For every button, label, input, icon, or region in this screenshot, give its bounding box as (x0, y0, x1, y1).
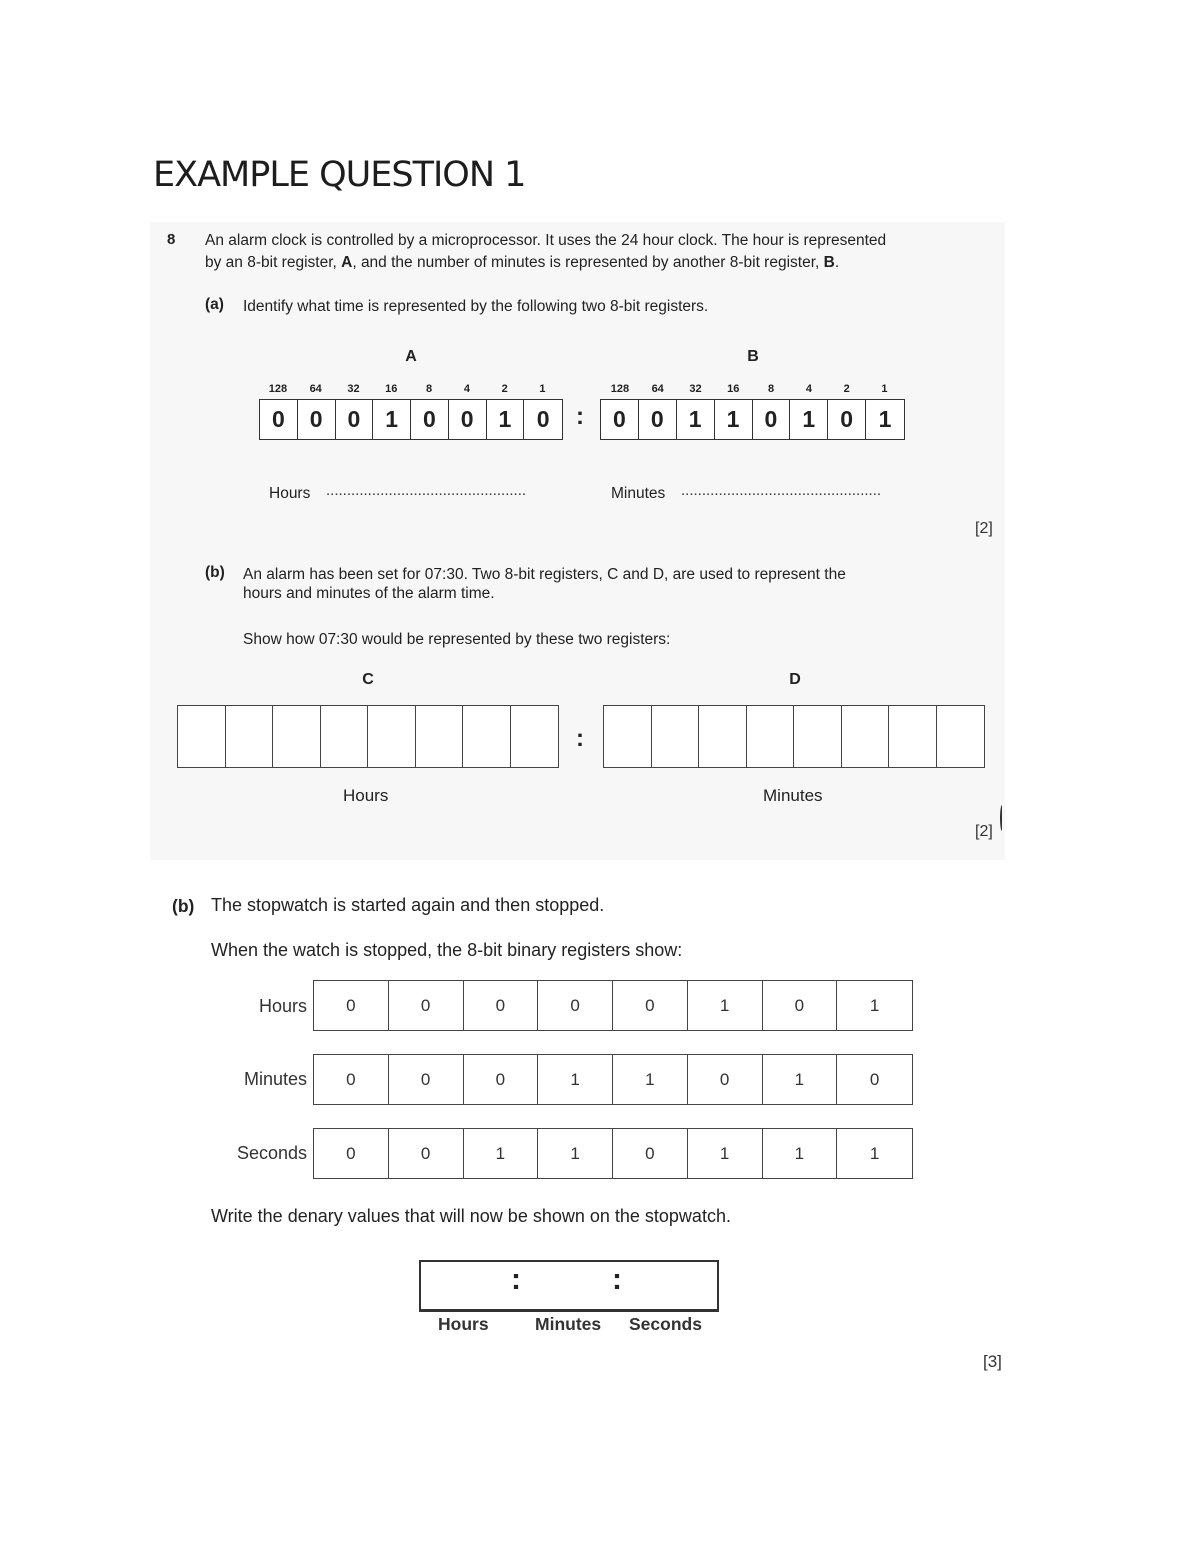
bit-input-cell[interactable] (889, 706, 937, 767)
bit-cell: 0 (464, 981, 539, 1030)
bit-input-cell[interactable] (273, 706, 321, 767)
register-a-weights (259, 383, 561, 395)
bit-cell: 0 (298, 400, 336, 439)
weight-label: 64 (309, 383, 322, 395)
stopwatch-instruction: Write the denary values that will now be shown on the stopwatch. (211, 1206, 731, 1226)
page-title: EXAMPLE QUESTION 1 (153, 155, 526, 195)
weight-label: 4 (463, 383, 470, 395)
denary-answer-box[interactable] (419, 1260, 719, 1312)
bit-cell: 0 (314, 981, 389, 1030)
bit-cell: 0 (869, 1069, 880, 1089)
bit-cell: 0 (449, 400, 487, 439)
bit-cell: 0 (828, 400, 866, 439)
part-a-label: (a) (205, 296, 224, 313)
bit-input-cell[interactable] (652, 706, 700, 767)
stopwatch-seconds-register (313, 1128, 913, 1179)
scan-edge-mark (1000, 805, 1004, 831)
bit-cell: 1 (677, 400, 715, 439)
bit-input-cell[interactable] (604, 706, 652, 767)
stopwatch-minutes-register (313, 1054, 913, 1105)
hours-answer-label: Hours (269, 485, 311, 502)
register-separator-colon: : (576, 725, 584, 752)
answer-label-hours: Hours (438, 1314, 489, 1334)
weight-label: 16 (727, 383, 740, 395)
question-number: 8 (167, 231, 176, 248)
register-d-caption: Minutes (763, 786, 823, 805)
weight-label: 8 (768, 383, 775, 395)
question-text-line2: by an 8-bit register, A, and the number of minutes is represented by another 8-bit register, B. (205, 254, 840, 271)
stopwatch-text: The stopwatch is started again and then stopped. (211, 895, 605, 915)
bit-cell: 0 (601, 400, 639, 439)
bit-cell: 1 (688, 981, 763, 1030)
bit-cell: 1 (763, 1129, 838, 1178)
register-c-name: C (362, 671, 374, 688)
bit-cell: 0 (314, 1129, 389, 1178)
bit-cell: 0 (336, 400, 374, 439)
answer-colon: : (511, 1263, 521, 1296)
weight-label: 128 (268, 383, 288, 395)
register-separator-colon: : (576, 403, 584, 430)
bit-cell: 0 (389, 981, 464, 1030)
bit-cell: 1 (613, 1055, 688, 1104)
answer-label-seconds: Seconds (629, 1314, 702, 1334)
stopwatch-row-label: Seconds (236, 1143, 307, 1163)
bit-input-cell[interactable] (937, 706, 985, 767)
part-b-instruction: Show how 07:30 would be represented by these two registers: (243, 631, 671, 648)
bit-cell: 0 (688, 1055, 763, 1104)
bit-cell: 1 (763, 1055, 838, 1104)
part-a-text: Identify what time is represented by the following two 8-bit registers. (243, 298, 709, 315)
bit-cell: 1 (878, 406, 892, 432)
weight-label: 1 (881, 383, 888, 395)
weight-label: 128 (610, 383, 630, 395)
bit-cell: 1 (869, 1143, 880, 1163)
bit-cell: 0 (536, 406, 550, 432)
part-b-text-line2: hours and minutes of the alarm time. (243, 585, 495, 602)
bit-input-cell[interactable] (699, 706, 747, 767)
bit-cell: 0 (613, 981, 688, 1030)
register-c-caption: Hours (343, 786, 389, 805)
marks-part-a: [2] (975, 520, 993, 537)
bit-input-cell[interactable] (794, 706, 842, 767)
bit-cell: 1 (464, 1129, 539, 1178)
register-c-input[interactable] (177, 705, 559, 768)
bit-input-cell[interactable] (747, 706, 795, 767)
question-text-line1: An alarm clock is controlled by a microprocessor. It uses the 24 hour clock. The hour is represented (205, 232, 887, 249)
weight-label: 32 (347, 383, 360, 395)
part-b-text-line1: An alarm has been set for 07:30. Two 8-bit registers, C and D, are used to represent the (243, 566, 846, 583)
bit-cell: 0 (260, 400, 298, 439)
weight-label: 8 (426, 383, 433, 395)
register-a (259, 399, 563, 440)
weight-label: 1 (539, 383, 546, 395)
bit-cell: 1 (487, 400, 525, 439)
hours-answer-line[interactable]: ................................................ (326, 482, 527, 499)
bit-input-cell[interactable] (226, 706, 274, 767)
stopwatch-hours-register (313, 980, 913, 1031)
bit-input-cell[interactable] (416, 706, 464, 767)
weight-label: 16 (385, 383, 398, 395)
weight-label: 4 (805, 383, 812, 395)
minutes-answer-label: Minutes (611, 485, 666, 502)
bit-cell: 0 (538, 981, 613, 1030)
weight-label: 64 (651, 383, 664, 395)
bit-input-cell[interactable] (463, 706, 511, 767)
register-b-name: B (747, 348, 759, 365)
register-d-name: D (789, 671, 801, 688)
question-text (205, 230, 1000, 274)
bit-input-cell[interactable] (321, 706, 369, 767)
weight-label: 32 (689, 383, 702, 395)
bit-cell: 0 (753, 400, 791, 439)
bit-cell: 1 (538, 1055, 613, 1104)
bit-cell: 0 (613, 1129, 688, 1178)
bit-cell: 1 (869, 995, 880, 1015)
bit-input-cell[interactable] (178, 706, 226, 767)
part-b-text (243, 564, 998, 604)
register-b-weights (601, 383, 903, 395)
marks-stopwatch: [3] (983, 1352, 1002, 1371)
weight-label: 2 (843, 383, 850, 395)
bit-cell: 0 (411, 400, 449, 439)
minutes-answer-line[interactable]: ................................................ (681, 482, 882, 499)
bit-cell: 0 (639, 400, 677, 439)
bit-input-cell[interactable] (368, 706, 416, 767)
marks-part-b: [2] (975, 823, 993, 840)
weight-label: 2 (501, 383, 508, 395)
stopwatch-row-label: Hours (258, 996, 307, 1016)
bit-cell: 1 (715, 400, 753, 439)
bit-cell: 1 (373, 400, 411, 439)
bit-cell: 1 (790, 400, 828, 439)
stopwatch-row-label: Minutes (243, 1069, 307, 1089)
answer-colon: : (612, 1263, 622, 1296)
bit-cell: 0 (389, 1055, 464, 1104)
bit-input-cell[interactable] (842, 706, 890, 767)
stopwatch-part-label: (b) (172, 896, 195, 916)
answer-label-minutes: Minutes (535, 1314, 602, 1334)
part-b-label: (b) (205, 564, 225, 581)
register-b (600, 399, 905, 440)
bit-cell: 0 (314, 1055, 389, 1104)
bit-cell: 0 (389, 1129, 464, 1178)
bit-cell: 1 (688, 1129, 763, 1178)
register-d-input[interactable] (603, 705, 985, 768)
stopwatch-intro: When the watch is stopped, the 8-bit binary registers show: (211, 940, 683, 960)
bit-cell: 1 (538, 1129, 613, 1178)
bit-cell: 0 (464, 1055, 539, 1104)
bit-input-cell[interactable] (511, 706, 559, 767)
bit-cell: 0 (763, 981, 838, 1030)
register-a-name: A (405, 348, 417, 365)
